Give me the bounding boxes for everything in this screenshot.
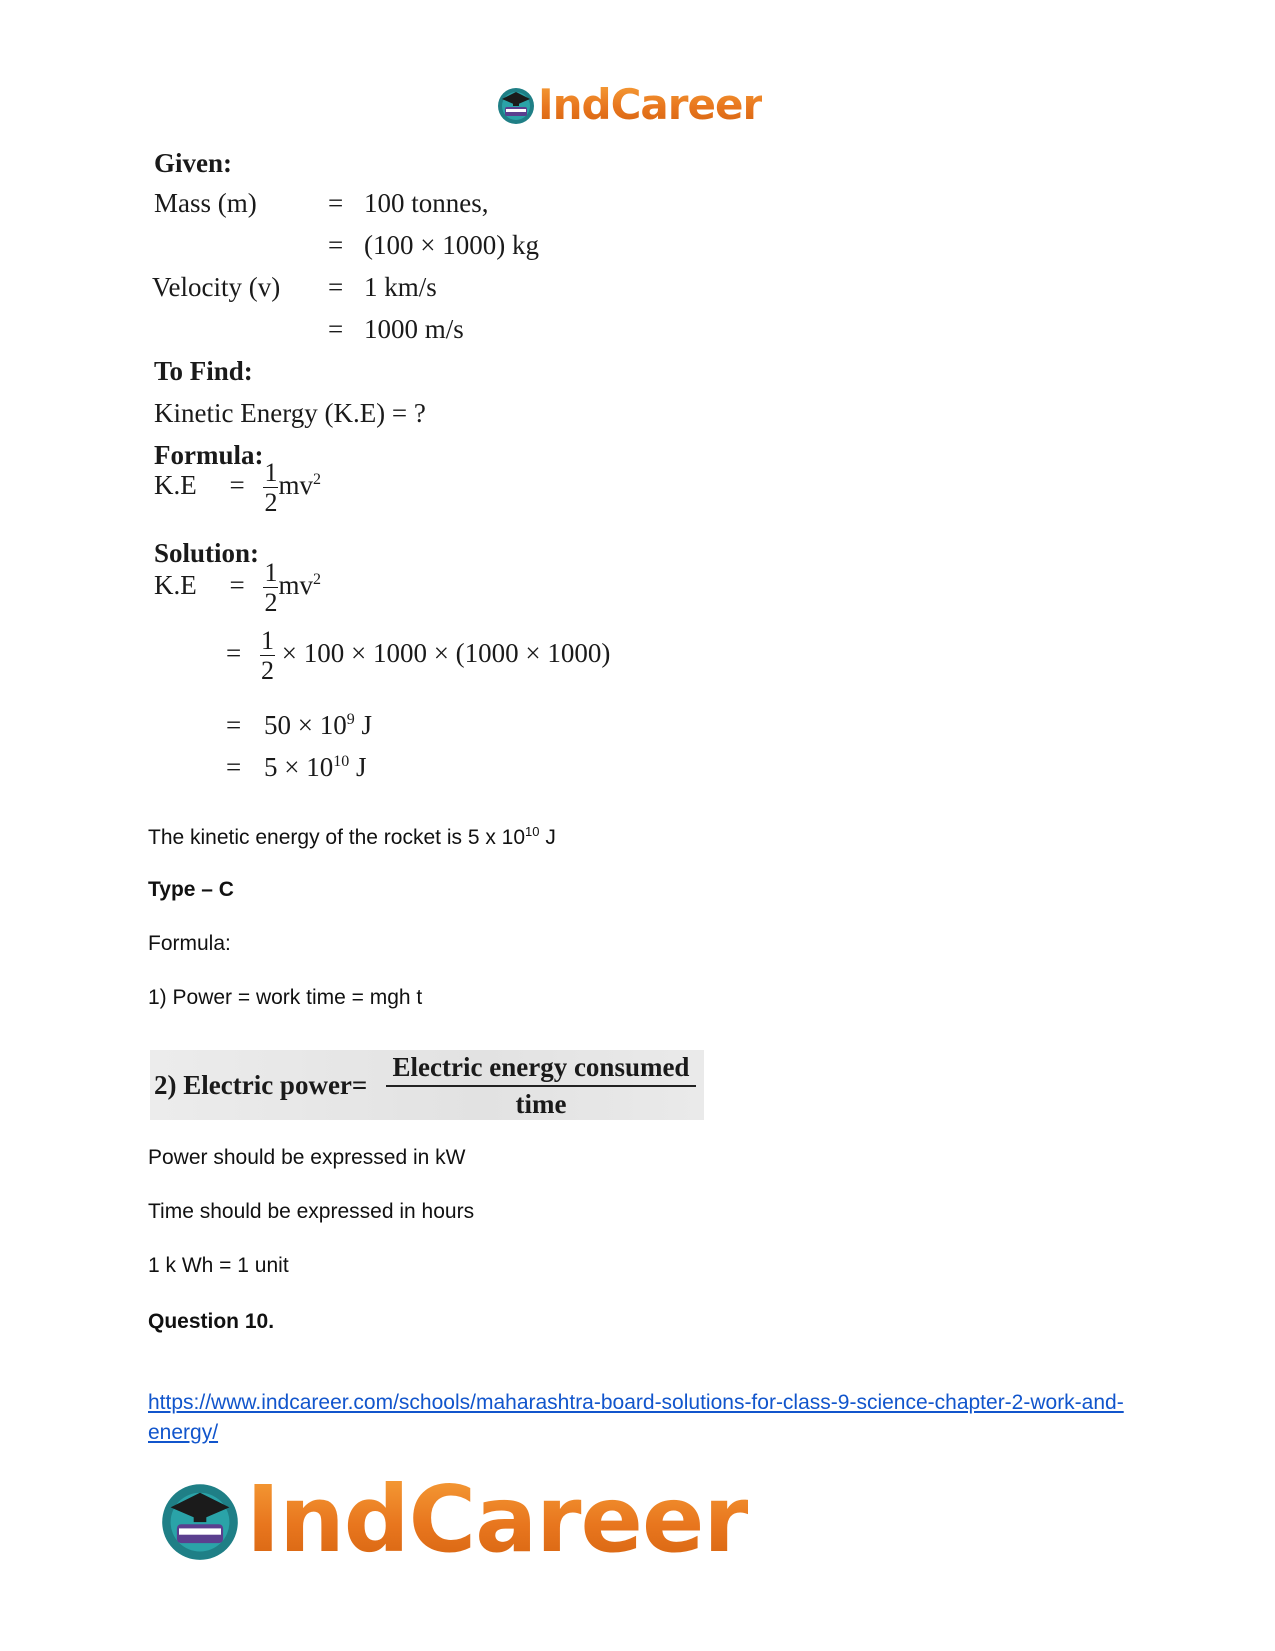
solution-step-3 [226,710,372,741]
electric-power-formula-scan [150,1050,704,1120]
step3-exponent: 9 [346,711,355,728]
logo-wordmark: IndCareer [538,80,763,129]
equals-sign: = [328,230,344,260]
power-unit-note: Power should be expressed in kW [148,1146,466,1169]
mv-term: mv [278,570,313,601]
logo-wordmark: IndCareer [246,1466,748,1573]
ke-label: K.E [154,470,197,501]
graduation-cap-book-icon [158,1478,242,1562]
equals-sign: = [328,188,344,218]
step3-unit: J [361,710,372,740]
mass-label: Mass (m) [154,188,257,218]
question-heading: Question 10. [148,1310,275,1333]
step4-unit: J [355,752,367,782]
equals-sign: = [226,638,242,669]
equals-sign: = [229,470,245,501]
electric-power-label: 2) Electric power= [154,1070,368,1100]
fraction-denominator: time [515,1089,567,1119]
electric-power-fraction [386,1052,696,1120]
step4-base: 5 × 10 [263,752,334,782]
step4-exponent: 10 [333,753,350,770]
mass-value-kg: (100 × 1000) kg [364,230,539,260]
to-find-text: Kinetic Energy (K.E) = ? [154,398,426,428]
equals-sign: = [226,752,242,782]
step3-base: 50 × 10 [263,710,347,740]
mass-value-tonnes: 100 tonnes, [364,188,489,218]
velocity-label: Velocity (v) [152,272,281,302]
solution-step-4 [226,752,366,783]
indcareer-logo-top [496,80,762,129]
squared-exponent: 2 [313,471,321,489]
fraction-half: $\frac{1}{2}$ [264,458,278,517]
type-c-heading: Type – C [148,878,234,901]
power-formula: 1) Power = work time = mgh t [148,986,423,1009]
conclusion-text: The kinetic energy of the rocket is 5 x $10^{10}$ J [148,824,556,849]
solution-step-2 [226,628,610,684]
given-heading: Given: [154,148,232,178]
equals-sign: = [328,314,344,344]
squared-exponent: 2 [313,571,321,589]
formula-label: Formula: [148,932,231,955]
kwh-unit-note: 1 k Wh = 1 unit [148,1254,289,1277]
source-link[interactable]: https://www.indcareer.com/schools/maharashtra-board-solutions-for-class-9-science-chapter-2-work-and-energy/ [148,1391,1124,1444]
graduation-cap-book-icon [496,85,536,125]
to-find-heading: To Find: [154,356,253,386]
mv-term: mv [278,470,313,501]
indcareer-logo-bottom [158,1466,748,1573]
equals-sign: = [229,570,245,601]
fraction-numerator: Electric energy consumed [386,1052,696,1087]
formula-heading: Formula: [154,440,264,470]
equals-sign: = [328,272,344,302]
velocity-value-kms: 1 km/s [364,272,437,302]
fraction-half: $\frac{1}{2}$ [264,558,278,617]
solution-step-1 [154,560,321,616]
equals-sign: = [226,710,242,740]
solution-heading: Solution: [154,538,260,568]
step2-product: × 100 × 1000 × (1000 × 1000) [281,638,611,669]
fraction-half: $\frac{1}{2}$ [260,626,274,685]
velocity-value-ms: 1000 m/s [364,314,464,344]
time-unit-note: Time should be expressed in hours [148,1200,475,1223]
formula-line [154,460,321,516]
ke-label: K.E [154,570,197,601]
solution-scan [152,148,622,803]
